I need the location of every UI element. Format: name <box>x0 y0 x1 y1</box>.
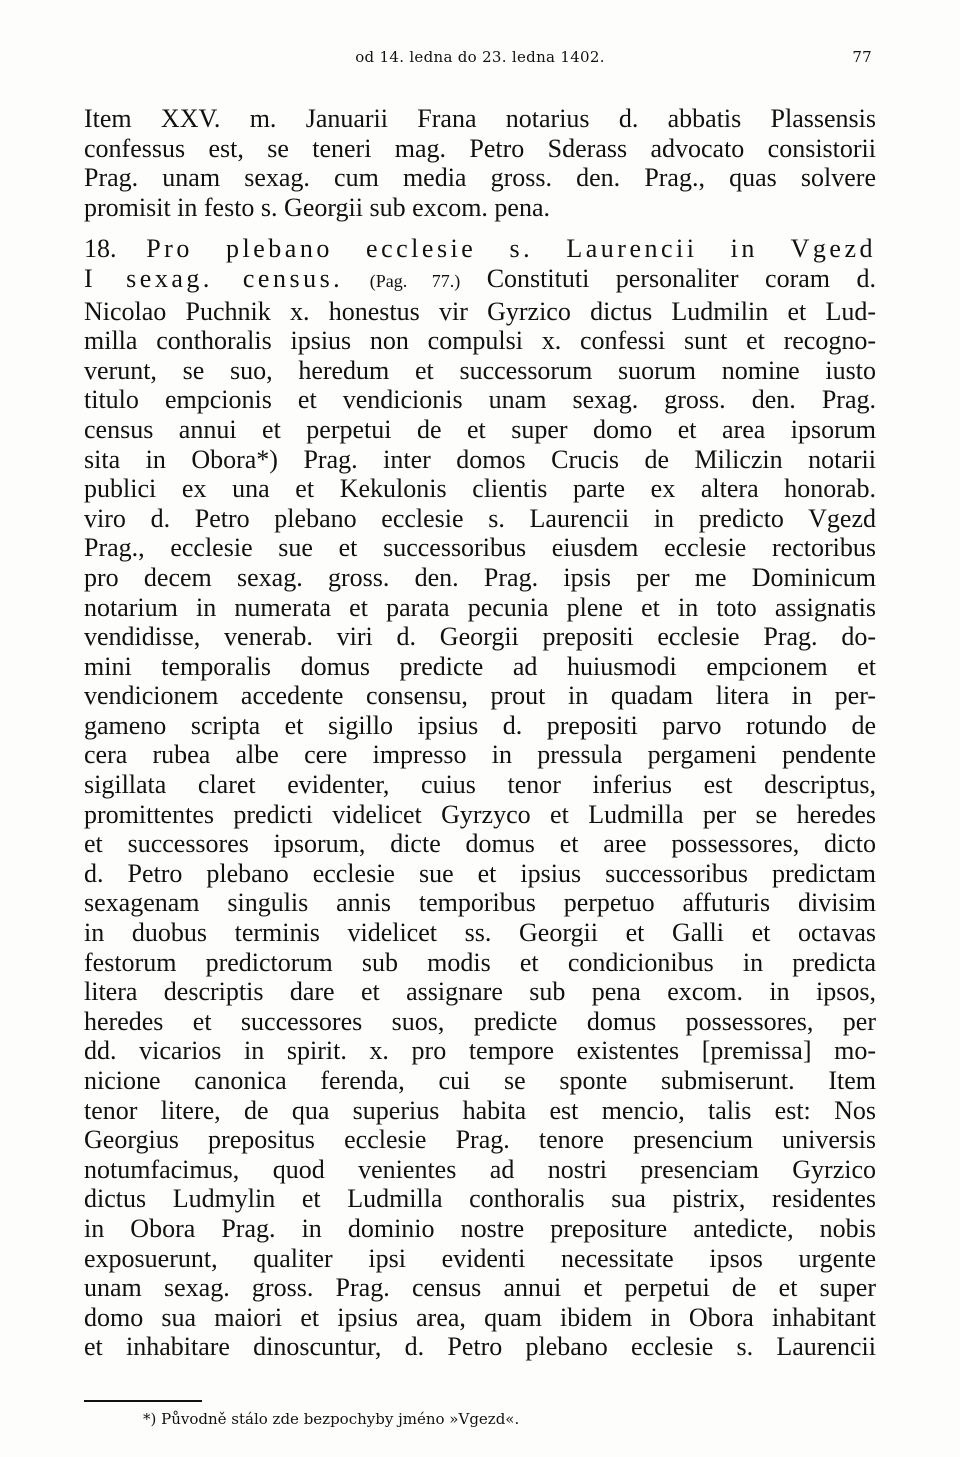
text-line: et inhabitare dinoscuntur, d. Petro plebano ecclesie s. Laurencii <box>84 1332 876 1362</box>
document-body <box>84 104 876 1362</box>
text-line: promittentes predicti videlicet Gyrzyco et Ludmilla per se heredes <box>84 799 876 829</box>
text-line: festorum predictorum sub modis et condicionibus in predicta <box>84 947 876 977</box>
text-line: heredes et successores suos, predicte domus possessores, per <box>84 1006 876 1036</box>
entry-heading-continued: I sexag. census. <box>84 263 344 293</box>
text-line: Prag., ecclesie sue et successoribus eiusdem ecclesie rectoribus <box>84 533 876 563</box>
text-line: Georgius prepositus ecclesie Prag. tenore presencium universis <box>84 1125 876 1155</box>
text-line: mini temporalis domus predicte ad huiusmodi empcionem et <box>84 651 876 681</box>
entry-text-start: Constituti personaliter coram d. <box>486 263 877 293</box>
text-line: in duobus terminis videlicet ss. Georgii et Galli et octavas <box>84 918 876 948</box>
text-line: dictus Ludmylin et Ludmilla conthoralis sua pistrix, residentes <box>84 1184 876 1214</box>
text-line: sigillata claret evidenter, cuius tenor inferius est descriptus, <box>84 770 876 800</box>
running-head: od 14. ledna do 23. ledna 1402. <box>355 48 605 66</box>
text-line: vendidisse, venerab. viri d. Georgii prepositi ecclesie Prag. do- <box>84 622 876 652</box>
page-reference: (Pag. 77.) <box>369 270 461 291</box>
text-line: notumfacimus, quod venientes ad nostri presenciam Gyrzico <box>84 1154 876 1184</box>
entry-text <box>84 297 876 1362</box>
paragraph-item-xxv <box>84 104 876 222</box>
text-line: et successores ipsorum, dicte domus et aree possessores, dicto <box>84 829 876 859</box>
footnote-rule <box>84 1400 202 1402</box>
text-line: tenor litere, de qua superius habita est mencio, talis est: Nos <box>84 1095 876 1125</box>
page-number: 77 <box>852 48 872 66</box>
text-line: dd. vicarios in spirit. x. pro tempore existentes [premissa] mo- <box>84 1036 876 1066</box>
entry-number: 18. <box>84 234 117 264</box>
entry-heading-line-2 <box>84 264 876 297</box>
text-line: titulo empcionis et vendicionis unam sexag. gross. den. Prag. <box>84 385 876 415</box>
text-line: census annui et perpetui de et super domo et area ipsorum <box>84 414 876 444</box>
page-header <box>0 44 960 74</box>
text-line: sita in Obora*) Prag. inter domos Crucis de Miliczin notarii <box>84 444 876 474</box>
paragraph-gap <box>84 222 876 234</box>
entry-heading-line-1 <box>84 234 876 264</box>
text-line: viro d. Petro plebano ecclesie s. Laurencii in predicto Vgezd <box>84 503 876 533</box>
text-line: unam sexag. gross. Prag. census annui et perpetui de et super <box>84 1273 876 1303</box>
text-line: sexagenam singulis annis temporibus perpetuo affuturis divisim <box>84 888 876 918</box>
entry-heading: Pro plebano ecclesie s. Laurencii in Vgezd <box>146 234 877 264</box>
text-line: d. Petro plebano ecclesie sue et ipsius successoribus predictam <box>84 858 876 888</box>
text-line: vendicionem accedente consensu, prout in quadam litera in per- <box>84 681 876 711</box>
entry-18 <box>84 234 876 1362</box>
text-line: Prag. unam sexag. cum media gross. den. Prag., quas solvere <box>84 163 876 193</box>
text-line: litera descriptis dare et assignare sub pena excom. in ipsos, <box>84 977 876 1007</box>
text-line: Nicolao Puchnik x. honestus vir Gyrzico dictus Ludmilin et Lud- <box>84 296 876 326</box>
text-line: notarium in numerata et parata pecunia plene et in toto assignatis <box>84 592 876 622</box>
text-line: exposuerunt, qualiter ipsi evidenti necessitate ipsos urgente <box>84 1243 876 1273</box>
text-line: Item XXV. m. Januarii Frana notarius d. abbatis Plassensis <box>84 104 876 133</box>
text-line: confessus est, se teneri mag. Petro Sderass advocato consistorii <box>84 133 876 163</box>
text-line: promisit in festo s. Georgii sub excom. pena. <box>84 192 551 222</box>
text-line: nicione canonica ferenda, cui se sponte submiserunt. Item <box>84 1066 876 1095</box>
text-line: verunt, se suo, heredum et successorum suorum nomine iusto <box>84 355 876 385</box>
text-line: in Obora Prag. in dominio nostre prepositure antedicte, nobis <box>84 1213 876 1243</box>
text-line: milla conthoralis ipsius non compulsi x. confessi sunt et recogno- <box>84 326 876 356</box>
text-line: pro decem sexag. gross. den. Prag. ipsis per me Dominicum <box>84 562 876 592</box>
text-line: publici ex una et Kekulonis clientis parte ex altera honorab. <box>84 474 876 504</box>
text-line: cera rubea albe cere impresso in pressula pergameni pendente <box>84 740 876 770</box>
footnote: *) Původně stálo zde bezpochyby jméno »Vgezd«. <box>143 1410 520 1428</box>
text-line: domo sua maiori et ipsius area, quam ibidem in Obora inhabitant <box>84 1302 876 1332</box>
text-line: gameno scripta et sigillo ipsius d. prepositi parvo rotundo de <box>84 710 876 740</box>
